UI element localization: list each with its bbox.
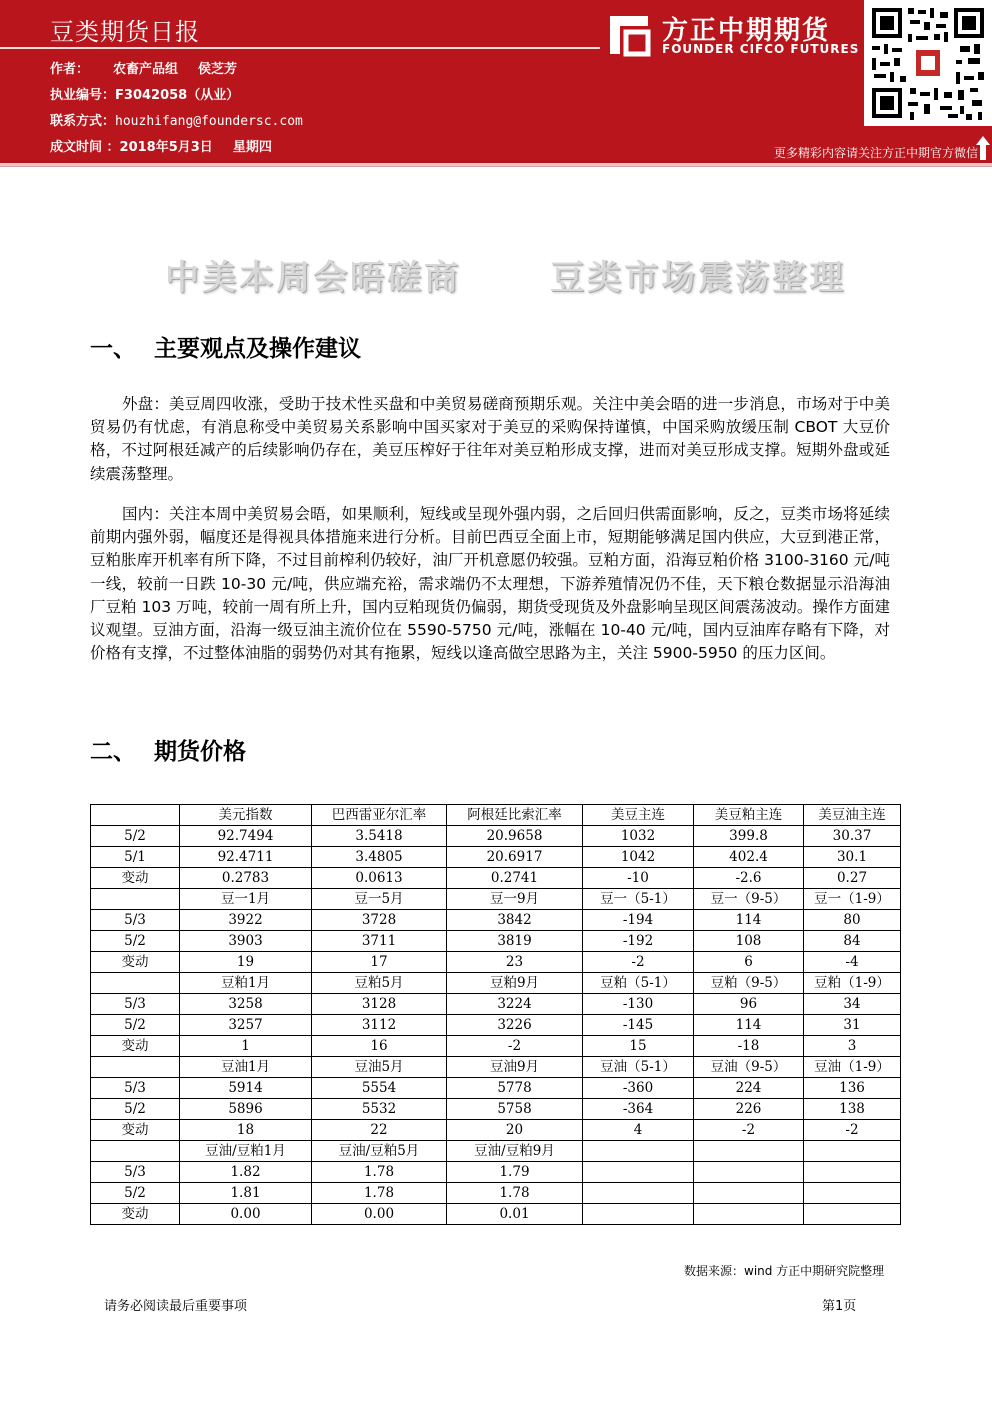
table-cell: 1042 — [583, 847, 694, 868]
table-cell — [694, 1141, 804, 1162]
section1-number: 一、 — [90, 336, 136, 362]
table-cell: 31 — [804, 1015, 901, 1036]
table-cell: 30.37 — [804, 826, 901, 847]
logo-chinese-name: 方正中期期货 — [662, 16, 831, 46]
table-cell: -2 — [804, 1120, 901, 1141]
table-cell: 138 — [804, 1099, 901, 1120]
table-cell: 巴西雷亚尔汇率 — [312, 805, 447, 826]
table-row — [91, 1204, 901, 1225]
table-cell: 豆油1月 — [180, 1057, 312, 1078]
author-line — [50, 58, 237, 77]
row-label-cell: 变动 — [91, 1036, 180, 1057]
table-cell — [583, 1141, 694, 1162]
table-cell: 30.1 — [804, 847, 901, 868]
table-cell: 0.2783 — [180, 868, 312, 889]
table-cell: 3903 — [180, 931, 312, 952]
table-cell: 3922 — [180, 910, 312, 931]
row-label-cell: 5/2 — [91, 1015, 180, 1036]
table-cell: 豆油9月 — [447, 1057, 583, 1078]
table-cell: 6 — [694, 952, 804, 973]
table-cell: 豆一5月 — [312, 889, 447, 910]
table-row — [91, 973, 901, 994]
table-cell: -4 — [804, 952, 901, 973]
table-cell: 22 — [312, 1120, 447, 1141]
section2-number: 二、 — [90, 739, 136, 765]
table-cell: 108 — [694, 931, 804, 952]
table-row — [91, 1099, 901, 1120]
table-cell — [804, 1204, 901, 1225]
table-row — [91, 1036, 901, 1057]
table-cell: 0.00 — [312, 1204, 447, 1225]
table-cell: 豆一（9-5） — [694, 889, 804, 910]
table-cell: 3842 — [447, 910, 583, 931]
company-logo — [600, 10, 858, 60]
report-header — [0, 0, 992, 163]
table-row — [91, 931, 901, 952]
table-cell: 1.78 — [312, 1162, 447, 1183]
row-label-cell: 5/3 — [91, 1078, 180, 1099]
table-cell: 224 — [694, 1078, 804, 1099]
table-cell: 5554 — [312, 1078, 447, 1099]
author-label: 作者： — [50, 62, 90, 77]
table-cell: 5532 — [312, 1099, 447, 1120]
table-row — [91, 826, 901, 847]
table-cell: 5896 — [180, 1099, 312, 1120]
table-cell: 豆油/豆粕9月 — [447, 1141, 583, 1162]
row-label-cell: 5/3 — [91, 994, 180, 1015]
table-cell: -18 — [694, 1036, 804, 1057]
table-cell: 18 — [180, 1120, 312, 1141]
table-cell — [804, 1183, 901, 1204]
table-cell: 豆粕（1-9） — [804, 973, 901, 994]
table-row — [91, 889, 901, 910]
table-cell: 豆油/豆粕5月 — [312, 1141, 447, 1162]
futures-price-table-body — [91, 805, 901, 1225]
table-cell: -2 — [694, 1120, 804, 1141]
weekday: 星期四 — [232, 140, 272, 155]
table-cell: 402.4 — [694, 847, 804, 868]
headline-part1: 中美本周会晤磋商 — [165, 258, 461, 298]
table-cell: 96 — [694, 994, 804, 1015]
author-name: 侯芝芳 — [198, 62, 238, 77]
table-cell: 3257 — [180, 1015, 312, 1036]
table-cell: 92.7494 — [180, 826, 312, 847]
row-label-cell — [91, 805, 180, 826]
row-label-cell — [91, 1141, 180, 1162]
table-cell: 豆粕（9-5） — [694, 973, 804, 994]
license-label: 执业编号： — [50, 88, 116, 103]
table-cell — [583, 1162, 694, 1183]
table-cell — [804, 1162, 901, 1183]
table-cell: 4 — [583, 1120, 694, 1141]
contact-line — [50, 110, 303, 129]
table-cell: 豆粕（5-1） — [583, 973, 694, 994]
table-cell: 84 — [804, 931, 901, 952]
table-cell: 1.78 — [312, 1183, 447, 1204]
title-underline — [0, 47, 600, 49]
section2-title: 期货价格 — [154, 739, 246, 765]
table-cell — [694, 1204, 804, 1225]
table-cell: 114 — [694, 910, 804, 931]
follow-wechat-text: 更多精彩内容请关注方正中期官方微信 — [773, 146, 978, 160]
table-cell: -10 — [583, 868, 694, 889]
table-cell: -360 — [583, 1078, 694, 1099]
table-cell: 3.4805 — [312, 847, 447, 868]
table-cell: 3711 — [312, 931, 447, 952]
table-row — [91, 1057, 901, 1078]
footer-disclaimer: 请务必阅读最后重要事项 — [104, 1299, 248, 1314]
table-cell: 美元指数 — [180, 805, 312, 826]
date-value: 2018年5月3日 — [119, 140, 213, 155]
date-label: 成文时间 ： — [50, 140, 120, 155]
table-cell: -364 — [583, 1099, 694, 1120]
table-cell: 豆油（5-1） — [583, 1057, 694, 1078]
date-line — [50, 136, 272, 155]
table-cell: 5758 — [447, 1099, 583, 1120]
contact-label: 联系方式： — [50, 114, 116, 129]
headline-part2: 豆类市场震荡整理 — [550, 258, 846, 298]
table-cell: 豆粕5月 — [312, 973, 447, 994]
table-cell: 豆一（1-9） — [804, 889, 901, 910]
table-cell: 92.4711 — [180, 847, 312, 868]
table-row — [91, 805, 901, 826]
row-label-cell: 5/1 — [91, 847, 180, 868]
row-label-cell: 5/2 — [91, 931, 180, 952]
table-cell: 豆油5月 — [312, 1057, 447, 1078]
table-cell — [583, 1183, 694, 1204]
table-row — [91, 910, 901, 931]
table-cell: 17 — [312, 952, 447, 973]
table-cell: 豆一（5-1） — [583, 889, 694, 910]
row-label-cell — [91, 1057, 180, 1078]
table-cell: 3728 — [312, 910, 447, 931]
table-cell: 3.5418 — [312, 826, 447, 847]
table-cell: 3258 — [180, 994, 312, 1015]
table-cell: 23 — [447, 952, 583, 973]
table-cell: 1.82 — [180, 1162, 312, 1183]
table-cell: 豆一9月 — [447, 889, 583, 910]
table-cell — [804, 1141, 901, 1162]
table-cell: 1 — [180, 1036, 312, 1057]
section2-heading — [90, 733, 246, 766]
table-cell: 16 — [312, 1036, 447, 1057]
table-cell: -145 — [583, 1015, 694, 1036]
paragraph-overseas: 外盘：美豆周四收涨，受助于技术性买盘和中美贸易磋商预期乐观。关注中美会晤的进一步消息，市场对于中美贸易仍有忧虑，有消息称受中美贸易关系影响中国买家对于美豆的采购保持谨慎，中国采购放缓压制 CBOT 大豆价格，不过阿根廷减产的后续影响仍存在，美豆压榨好于往年对美豆粕形成支撑，进而对美豆形成支撑。短期外盘或延续震荡整理。 — [90, 395, 890, 483]
table-row — [91, 1183, 901, 1204]
table-cell: 3 — [804, 1036, 901, 1057]
table-cell: -130 — [583, 994, 694, 1015]
row-label-cell — [91, 973, 180, 994]
page-number: 第1页 — [822, 1299, 857, 1314]
table-cell: 豆油（1-9） — [804, 1057, 901, 1078]
table-cell: 豆一1月 — [180, 889, 312, 910]
table-cell — [694, 1183, 804, 1204]
license-line — [50, 84, 239, 103]
table-cell: 20 — [447, 1120, 583, 1141]
table-cell: 5914 — [180, 1078, 312, 1099]
arrow-up-icon — [976, 136, 990, 160]
license-value: F3042058（从业） — [115, 88, 240, 103]
report-title: 豆类期货日报 — [50, 18, 200, 46]
table-cell: 3224 — [447, 994, 583, 1015]
table-cell: 阿根廷比索汇率 — [447, 805, 583, 826]
contact-email[interactable]: houzhifang@foundersc.com — [115, 114, 303, 129]
futures-price-table — [90, 804, 901, 1225]
table-cell: 15 — [583, 1036, 694, 1057]
founder-logo-icon — [604, 12, 654, 58]
table-cell: 0.01 — [447, 1204, 583, 1225]
table-cell: -2 — [583, 952, 694, 973]
header-divider-light — [0, 166, 992, 180]
table-row — [91, 868, 901, 889]
table-cell: 34 — [804, 994, 901, 1015]
row-label-cell: 变动 — [91, 1120, 180, 1141]
table-cell: 豆油/豆粕1月 — [180, 1141, 312, 1162]
table-row — [91, 952, 901, 973]
table-cell — [583, 1204, 694, 1225]
table-row — [91, 847, 901, 868]
section1-heading — [90, 330, 361, 363]
row-label-cell — [91, 889, 180, 910]
wechat-qr-code-icon[interactable] — [864, 0, 992, 126]
table-cell: 美豆主连 — [583, 805, 694, 826]
section1-title: 主要观点及操作建议 — [154, 336, 361, 362]
table-cell: 3819 — [447, 931, 583, 952]
table-cell: 3226 — [447, 1015, 583, 1036]
table-cell: 19 — [180, 952, 312, 973]
row-label-cell: 变动 — [91, 868, 180, 889]
row-label-cell: 变动 — [91, 952, 180, 973]
table-cell: 豆油（9-5） — [694, 1057, 804, 1078]
table-cell: 1032 — [583, 826, 694, 847]
table-cell: 0.27 — [804, 868, 901, 889]
table-cell: 20.9658 — [447, 826, 583, 847]
table-cell: 80 — [804, 910, 901, 931]
data-source-note: 数据来源：wind 方正中期研究院整理 — [684, 1264, 885, 1278]
table-cell: 399.8 — [694, 826, 804, 847]
table-cell: 0.00 — [180, 1204, 312, 1225]
table-cell: 3112 — [312, 1015, 447, 1036]
table-cell: 20.6917 — [447, 847, 583, 868]
table-cell: -194 — [583, 910, 694, 931]
table-cell — [694, 1162, 804, 1183]
table-cell: 0.2741 — [447, 868, 583, 889]
table-row — [91, 1120, 901, 1141]
table-cell: 1.78 — [447, 1183, 583, 1204]
table-cell: 豆粕9月 — [447, 973, 583, 994]
row-label-cell: 变动 — [91, 1204, 180, 1225]
table-cell: 5778 — [447, 1078, 583, 1099]
table-cell: 0.0613 — [312, 868, 447, 889]
table-cell: 136 — [804, 1078, 901, 1099]
paragraph-domestic: 国内：关注本周中美贸易会晤，如果顺利，短线或呈现外强内弱，之后回归供需面影响，反之，豆类市场将延续前期内强外弱，幅度还是得视具体措施来进行分析。目前巴西豆全面上市，短期能够满足国内供应，大豆到港正常，豆粕胀库开机率有所下降，不过目前榨利仍较好，油厂开机意愿仍较强。豆粕方面，沿海豆粕价格 3100-3160 元/吨一线，较前一日跌 10-30 元/吨，供应端充裕，需求端仍不太理想，下游养殖情况仍不佳，天下粮仓数据显示沿海油厂豆粕 103 万吨，较前一周有所上升，国内豆粕现货仍偏弱，期货受现货及外盘影响呈现区间震荡波动。操作方面建议观望。豆油方面，沿海一级豆油主流价位在 5590-5750 元/吨，涨幅在 10-40 元/吨，国内豆油库存略有下降，对价格有支撑，不过整体油脂的弱势仍对其有拖累，短线以逢高做空思路为主，关注 5900-5950 的压力区间。 — [90, 505, 890, 663]
row-label-cell: 5/3 — [91, 910, 180, 931]
table-cell: 美豆油主连 — [804, 805, 901, 826]
row-label-cell: 5/2 — [91, 1099, 180, 1120]
row-label-cell: 5/3 — [91, 1162, 180, 1183]
row-label-cell: 5/2 — [91, 1183, 180, 1204]
table-cell: 3128 — [312, 994, 447, 1015]
table-cell: -2 — [447, 1036, 583, 1057]
table-cell: 226 — [694, 1099, 804, 1120]
table-cell: -2.6 — [694, 868, 804, 889]
table-cell: 1.81 — [180, 1183, 312, 1204]
table-cell: -192 — [583, 931, 694, 952]
table-cell: 美豆粕主连 — [694, 805, 804, 826]
row-label-cell: 5/2 — [91, 826, 180, 847]
table-row — [91, 1162, 901, 1183]
logo-english-name: FOUNDER CIFCO FUTURES — [662, 42, 860, 56]
table-row — [91, 994, 901, 1015]
author-group: 农畜产品组 — [113, 62, 179, 77]
table-cell: 豆粕1月 — [180, 973, 312, 994]
table-row — [91, 1141, 901, 1162]
table-row — [91, 1015, 901, 1036]
table-cell: 1.79 — [447, 1162, 583, 1183]
table-cell: 114 — [694, 1015, 804, 1036]
table-row — [91, 1078, 901, 1099]
